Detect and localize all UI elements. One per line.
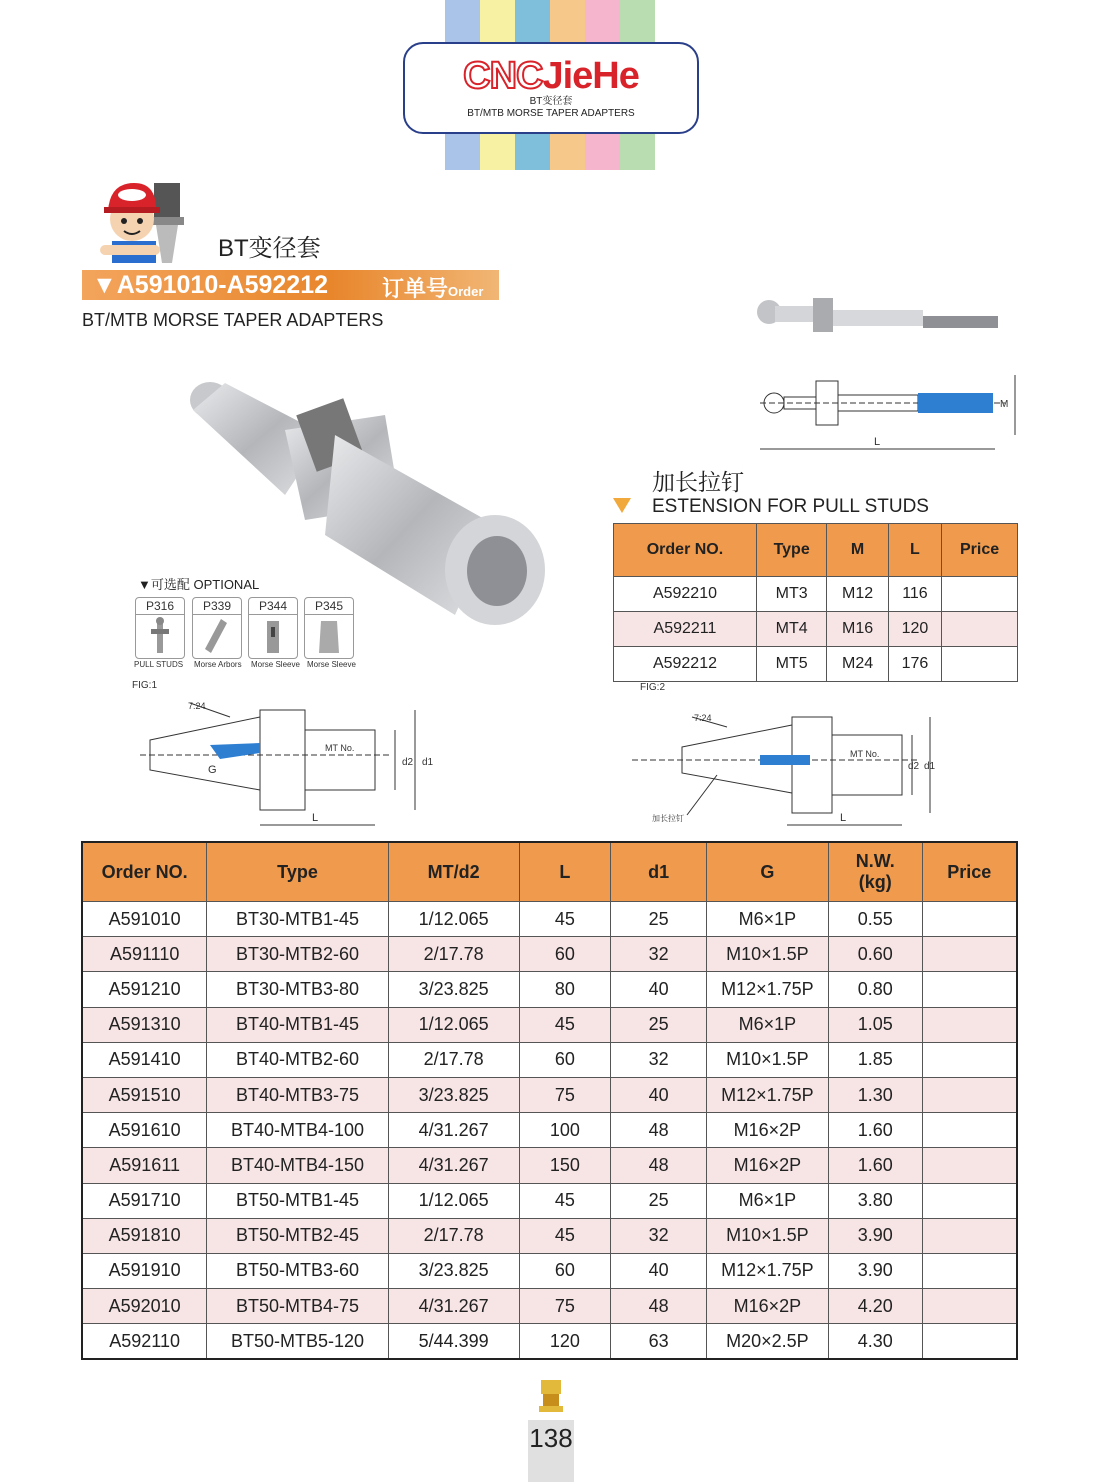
table-cell: 1.85	[828, 1042, 922, 1077]
table-cell: A591110	[82, 937, 207, 972]
table-cell: A591710	[82, 1183, 207, 1218]
table-cell: A592010	[82, 1289, 207, 1324]
optional-card-p339[interactable]	[192, 597, 242, 659]
table-cell	[922, 1148, 1017, 1183]
order-label	[382, 272, 499, 329]
table-cell: 48	[611, 1289, 707, 1324]
table-cell: 3.90	[828, 1218, 922, 1253]
brand-cnc: CNC	[463, 55, 543, 97]
morse-arbor-icon	[193, 615, 241, 657]
table-cell: M20×2.5P	[706, 1324, 828, 1360]
table-cell: 60	[519, 1253, 611, 1288]
table-cell: 4.20	[828, 1289, 922, 1324]
table-cell: BT50-MTB5-120	[207, 1324, 388, 1360]
table-cell: 45	[519, 1007, 611, 1042]
order-label-en: Order NO.	[382, 284, 484, 326]
table-cell: 45	[519, 902, 611, 937]
triangle-marker-icon	[613, 498, 631, 513]
header-subtitle-cn: BT变径套	[529, 96, 573, 107]
table-cell: BT40-MTB4-100	[207, 1113, 388, 1148]
table-cell: 1/12.065	[388, 1007, 519, 1042]
header-cell: Order NO.	[614, 524, 757, 577]
table-cell: 25	[611, 902, 707, 937]
table-cell: M10×1.5P	[706, 937, 828, 972]
table-cell: 4/31.267	[388, 1289, 519, 1324]
table-row	[82, 1218, 1017, 1253]
table-cell: 2/17.78	[388, 1042, 519, 1077]
table-cell: 75	[519, 1289, 611, 1324]
table-cell: M16×2P	[706, 1289, 828, 1324]
table-cell	[922, 1253, 1017, 1288]
table-row	[82, 1253, 1017, 1288]
table-cell: 40	[611, 972, 707, 1007]
table-row	[82, 1289, 1017, 1324]
header-cell: Price	[922, 842, 1017, 902]
optional-card-p344[interactable]	[248, 597, 298, 659]
table-cell: MT4	[756, 612, 826, 647]
table-cell: 0.55	[828, 902, 922, 937]
table-cell: M24	[827, 647, 888, 682]
table-cell: 80	[519, 972, 611, 1007]
table-row	[82, 902, 1017, 937]
header-cell-nw	[828, 842, 922, 902]
table-cell: M16	[827, 612, 888, 647]
optional-code: P344	[249, 598, 297, 615]
table-cell: 48	[611, 1148, 707, 1183]
table-cell: 150	[519, 1148, 611, 1183]
fig2-drawing	[632, 705, 942, 835]
table-cell	[922, 1007, 1017, 1042]
table-cell: A592210	[614, 577, 757, 612]
table-cell: A591510	[82, 1077, 207, 1112]
table-cell: A591610	[82, 1113, 207, 1148]
main-table-body	[82, 902, 1017, 1360]
table-cell: 116	[888, 577, 941, 612]
header-cell: G	[706, 842, 828, 902]
table-cell: M16×2P	[706, 1148, 828, 1183]
table-cell: 63	[611, 1324, 707, 1360]
fig2-taper: 7:24	[694, 713, 712, 723]
table-cell: M6×1P	[706, 902, 828, 937]
header-cell: MT/d2	[388, 842, 519, 902]
table-cell: BT30-MTB1-45	[207, 902, 388, 937]
header-nw: N.W.	[855, 851, 895, 871]
table-cell: A591210	[82, 972, 207, 1007]
table-cell: 176	[888, 647, 941, 682]
fig2-mt: MT No.	[850, 749, 880, 759]
table-row	[82, 1148, 1017, 1183]
table-cell: A591611	[82, 1148, 207, 1183]
optional-card-p345[interactable]	[304, 597, 354, 659]
pull-studs-table	[613, 523, 1018, 682]
page-number: 138	[528, 1420, 574, 1482]
table-cell	[922, 1113, 1017, 1148]
table-cell: MT5	[756, 647, 826, 682]
header-cell: Price	[942, 524, 1018, 577]
table-cell: 45	[519, 1218, 611, 1253]
table-cell: 0.80	[828, 972, 922, 1007]
table-cell: 2/17.78	[388, 937, 519, 972]
table-cell	[922, 1077, 1017, 1112]
table-cell: 1.05	[828, 1007, 922, 1042]
table-cell: M6×1P	[706, 1007, 828, 1042]
table-cell: M10×1.5P	[706, 1042, 828, 1077]
table-cell: BT40-MTB1-45	[207, 1007, 388, 1042]
table-cell	[922, 1183, 1017, 1218]
table-cell: BT50-MTB3-60	[207, 1253, 388, 1288]
table-cell: 1/12.065	[388, 1183, 519, 1218]
table-cell	[922, 1324, 1017, 1360]
table-cell: 1.60	[828, 1148, 922, 1183]
optional-code: P316	[136, 598, 184, 615]
fig2-d1: d1	[924, 761, 936, 772]
header-cell: d1	[611, 842, 707, 902]
table-cell: 45	[519, 1183, 611, 1218]
fig1-d2: d2	[402, 757, 414, 768]
optional-code: P345	[305, 598, 353, 615]
table-cell: 1.60	[828, 1113, 922, 1148]
table-cell: 48	[611, 1113, 707, 1148]
table-cell: BT40-MTB3-75	[207, 1077, 388, 1112]
brand-logo	[403, 42, 699, 134]
table-cell: A592110	[82, 1324, 207, 1360]
table-cell: 5/44.399	[388, 1324, 519, 1360]
pull-studs-title-cn: 加长拉钉	[652, 469, 744, 495]
optional-caption: Morse Sleeve	[307, 660, 356, 669]
pull-studs-title-en: ESTENSION FOR PULL STUDS	[652, 496, 929, 517]
table-cell: BT50-MTB4-75	[207, 1289, 388, 1324]
section-subtitle-en: BT/MTB MORSE TAPER ADAPTERS	[82, 310, 384, 330]
pull-stud-m: M	[1000, 399, 1009, 410]
table-cell: 100	[519, 1113, 611, 1148]
table-row	[82, 937, 1017, 972]
table-cell: 25	[611, 1007, 707, 1042]
table-cell: A591810	[82, 1218, 207, 1253]
fig2-extension-label: 加长拉钉	[652, 814, 684, 823]
table-cell: 32	[611, 1042, 707, 1077]
table-cell	[942, 647, 1018, 682]
fig1-taper: 7:24	[188, 701, 206, 711]
fig2-label: FIG:2	[640, 682, 666, 693]
table-cell: M6×1P	[706, 1183, 828, 1218]
header-subtitle-en: BT/MTB MORSE TAPER ADAPTERS	[467, 108, 635, 119]
pull-stud-icon	[136, 615, 184, 657]
table-cell: A591910	[82, 1253, 207, 1288]
table-cell: BT30-MTB2-60	[207, 937, 388, 972]
order-range: ▼A591010-A592212	[92, 271, 329, 299]
table-cell: 1/12.065	[388, 902, 519, 937]
table-row	[614, 577, 1018, 612]
table-cell: 3/23.825	[388, 1253, 519, 1288]
table-cell	[922, 1218, 1017, 1253]
mascot-icon	[96, 175, 192, 265]
table-cell: 60	[519, 1042, 611, 1077]
fig1-g: G	[208, 764, 217, 776]
optional-card-p316[interactable]	[135, 597, 185, 659]
table-cell: 120	[519, 1324, 611, 1360]
table-cell: 0.60	[828, 937, 922, 972]
optional-heading: ▼可选配 OPTIONAL	[138, 577, 260, 592]
optional-caption: PULL STUDS	[134, 660, 184, 669]
table-header-row	[82, 842, 1017, 902]
table-cell: BT30-MTB3-80	[207, 972, 388, 1007]
table-cell: M16×2P	[706, 1113, 828, 1148]
pull-stud-drawing	[760, 365, 1030, 455]
table-row	[82, 1324, 1017, 1360]
table-cell: MT3	[756, 577, 826, 612]
table-row	[82, 1077, 1017, 1112]
table-cell: BT50-MTB1-45	[207, 1183, 388, 1218]
table-cell: 3.90	[828, 1253, 922, 1288]
table-cell: A592211	[614, 612, 757, 647]
table-cell: 40	[611, 1253, 707, 1288]
table-cell: 25	[611, 1183, 707, 1218]
fig1-mt: MT No.	[325, 743, 355, 753]
table-cell: 32	[611, 1218, 707, 1253]
table-row	[82, 1183, 1017, 1218]
table-cell: 75	[519, 1077, 611, 1112]
optional-code: P339	[193, 598, 241, 615]
table-header-row	[614, 524, 1018, 577]
table-cell: 120	[888, 612, 941, 647]
table-cell: 32	[611, 937, 707, 972]
header-cell: Type	[756, 524, 826, 577]
morse-sleeve-icon	[249, 615, 297, 657]
table-cell	[942, 612, 1018, 647]
pull-stud-l: L	[874, 436, 881, 448]
table-cell: 3/23.825	[388, 1077, 519, 1112]
table-cell: 60	[519, 937, 611, 972]
table-cell	[922, 937, 1017, 972]
table-row	[82, 1113, 1017, 1148]
optional-caption: Morse Arbors	[194, 660, 242, 669]
table-cell: 3.80	[828, 1183, 922, 1218]
table-cell: 3/23.825	[388, 972, 519, 1007]
table-cell: 2/17.78	[388, 1218, 519, 1253]
table-cell: M12×1.75P	[706, 1077, 828, 1112]
fig2-d2: d2	[908, 761, 920, 772]
table-cell	[942, 577, 1018, 612]
table-cell: 40	[611, 1077, 707, 1112]
table-cell: M12×1.75P	[706, 972, 828, 1007]
header-cell: L	[888, 524, 941, 577]
table-cell	[922, 1289, 1017, 1324]
header-kg: (kg)	[858, 872, 892, 892]
fig1-drawing	[140, 695, 440, 835]
table-row	[82, 972, 1017, 1007]
table-cell: M10×1.5P	[706, 1218, 828, 1253]
table-cell	[922, 972, 1017, 1007]
table-cell: M12	[827, 577, 888, 612]
fig2-l: L	[840, 812, 847, 824]
table-cell: A591010	[82, 902, 207, 937]
fig1-label: FIG:1	[132, 680, 158, 691]
table-cell	[922, 902, 1017, 937]
table-cell: A591310	[82, 1007, 207, 1042]
header-cell: L	[519, 842, 611, 902]
fig1-l: L	[312, 812, 319, 824]
brand-wordmark	[405, 56, 697, 96]
header-cell: M	[827, 524, 888, 577]
table-row	[614, 647, 1018, 682]
table-row	[82, 1007, 1017, 1042]
brand-jiehe: JieHe	[542, 55, 639, 97]
table-cell: M12×1.75P	[706, 1253, 828, 1288]
pull-stud-image	[755, 290, 1005, 360]
optional-caption: Morse Sleeve	[251, 660, 300, 669]
table-cell: 4/31.267	[388, 1148, 519, 1183]
header-cell: Type	[207, 842, 388, 902]
adapter-spec-table	[81, 841, 1018, 1360]
header-cell: Order NO.	[82, 842, 207, 902]
table-cell: BT40-MTB4-150	[207, 1148, 388, 1183]
table-cell: 4.30	[828, 1324, 922, 1360]
section-title-cn: BT变径套	[218, 235, 321, 262]
table-row	[614, 612, 1018, 647]
fig1-d1: d1	[422, 757, 434, 768]
table-cell: 4/31.267	[388, 1113, 519, 1148]
order-label-cn: 订单号	[382, 276, 449, 301]
table-cell: A591410	[82, 1042, 207, 1077]
page-mascot-icon	[538, 1378, 564, 1414]
table-cell: BT50-MTB2-45	[207, 1218, 388, 1253]
table-cell: A592212	[614, 647, 757, 682]
table-cell: 1.30	[828, 1077, 922, 1112]
table-row	[82, 1042, 1017, 1077]
table-cell: BT40-MTB2-60	[207, 1042, 388, 1077]
morse-sleeve-icon	[305, 615, 353, 657]
table-cell	[922, 1042, 1017, 1077]
